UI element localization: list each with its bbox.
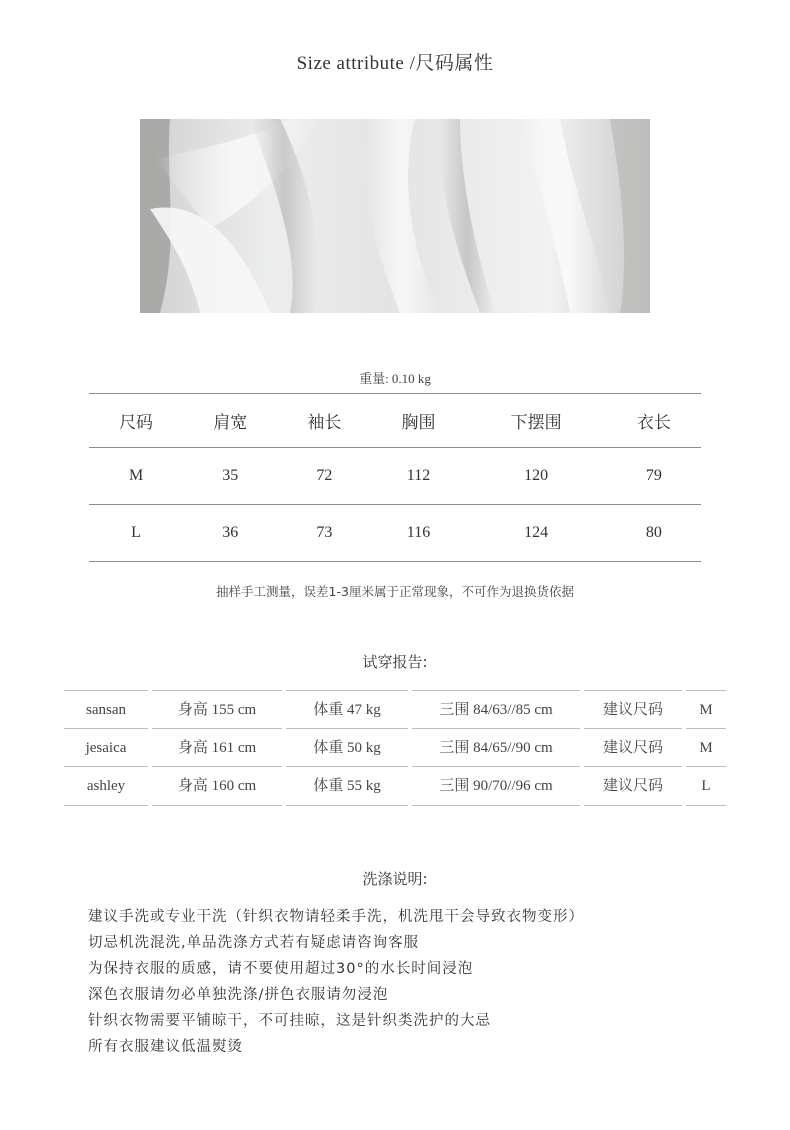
wash-line: 建议手洗或专业干洗（针织衣物请轻柔手洗，机洗甩干会导致衣物变形） (88, 909, 584, 925)
divider (686, 805, 726, 806)
tryon-name: sansan (64, 690, 148, 729)
table-cell: 79 (607, 448, 701, 505)
page-title: Size attribute /尺码属性 (296, 53, 494, 74)
table-cell: 72 (277, 448, 371, 505)
column-header-sleeve: 袖长 (277, 394, 371, 448)
divider (584, 805, 682, 806)
table-cell: 80 (607, 505, 701, 562)
column-header-hem: 下摆围 (466, 394, 607, 448)
size-table (89, 393, 701, 562)
table-cell: 116 (371, 505, 465, 562)
table-row (89, 448, 701, 505)
column-header-shoulder: 肩宽 (183, 394, 277, 448)
wash-line: 为保持衣服的质感，请不要使用超过30°的水长时间浸泡 (88, 961, 474, 977)
tryon-suggest-label: 建议尺码 (584, 728, 682, 767)
table-cell: 36 (183, 505, 277, 562)
tryon-title: 试穿报告: (362, 653, 428, 671)
wash-line: 切忌机洗混洗,单品洗涤方式若有疑虑请咨询客服 (88, 935, 420, 951)
table-cell: L (89, 505, 183, 562)
divider (412, 805, 580, 806)
wash-line: 深色衣服请勿必单独洗涤/拼色衣服请勿浸泡 (88, 987, 389, 1003)
tryon-measurements: 三围 84/65//90 cm (412, 728, 580, 767)
wash-instructions (88, 904, 738, 1060)
tryon-suggest-size: M (686, 728, 726, 767)
tryon-suggest-label: 建议尺码 (584, 690, 682, 729)
tryon-suggest-size: L (686, 766, 726, 805)
divider (286, 805, 408, 806)
tryon-weight: 体重 47 kg (286, 690, 408, 729)
tryon-weight: 体重 55 kg (286, 766, 408, 805)
fabric-photo (140, 119, 650, 313)
measurement-note: 抽样手工测量，误差1-3厘米属于正常现象，不可作为退换货依据 (216, 584, 574, 599)
tryon-height: 身高 160 cm (152, 766, 282, 805)
tryon-name: jesaica (64, 728, 148, 767)
divider (152, 805, 282, 806)
tryon-table (64, 690, 726, 806)
table-cell: 73 (277, 505, 371, 562)
column-header-length: 衣长 (607, 394, 701, 448)
wash-line: 所有衣服建议低温熨烫 (88, 1039, 243, 1055)
table-cell: 35 (183, 448, 277, 505)
table-cell: 124 (466, 505, 607, 562)
tryon-suggest-label: 建议尺码 (584, 766, 682, 805)
tryon-height: 身高 161 cm (152, 728, 282, 767)
column-header-size: 尺码 (89, 394, 183, 448)
table-cell: M (89, 448, 183, 505)
table-cell: 120 (466, 448, 607, 505)
size-table-header-row (89, 394, 701, 448)
table-cell: 112 (371, 448, 465, 505)
wash-line: 针织衣物需要平铺晾干，不可挂晾，这是针织类洗护的大忌 (88, 1013, 491, 1029)
tryon-height: 身高 155 cm (152, 690, 282, 729)
tryon-suggest-size: M (686, 690, 726, 729)
tryon-measurements: 三围 90/70//96 cm (412, 766, 580, 805)
divider (64, 805, 148, 806)
tryon-measurements: 三围 84/63//85 cm (412, 690, 580, 729)
column-header-bust: 胸围 (371, 394, 465, 448)
wash-title: 洗涤说明: (362, 870, 428, 888)
tryon-name: ashley (64, 766, 148, 805)
weight-label: 重量: 0.10 kg (359, 371, 431, 386)
tryon-weight: 体重 50 kg (286, 728, 408, 767)
table-row (89, 505, 701, 562)
